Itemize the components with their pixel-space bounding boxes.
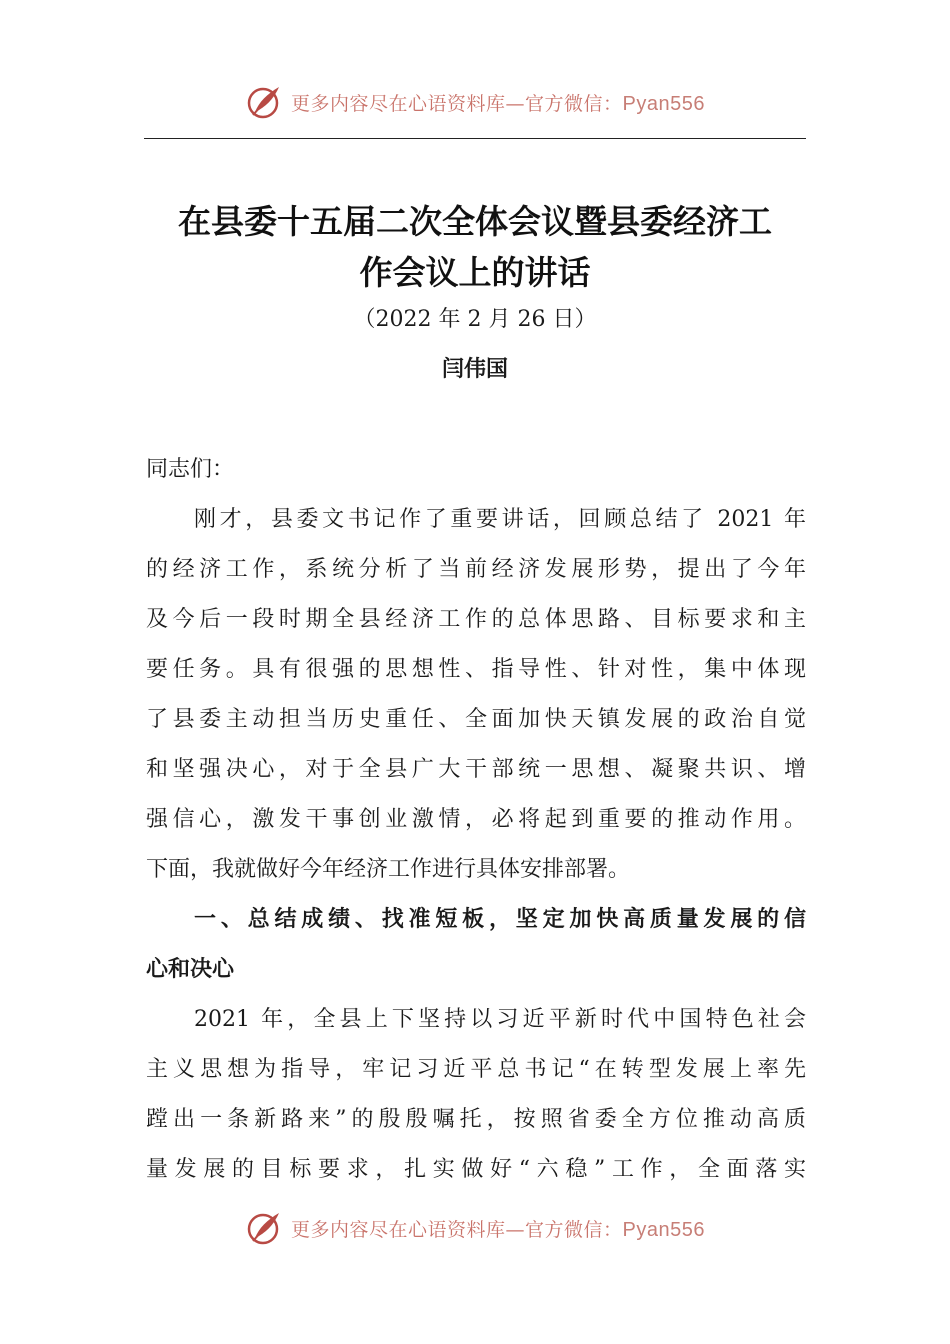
author-name: 闫伟国 bbox=[441, 357, 508, 382]
body-line: 和坚强决心，对于全县广大干部统一思想、凝聚共识、增 bbox=[146, 757, 806, 782]
body-line: 蹚出一条新路来”的殷殷嘱托，按照省委全方位推动高质 bbox=[146, 1107, 806, 1132]
body-line: 强信心，激发干事创业激情，必将起到重要的推动作用。 bbox=[146, 807, 806, 832]
section-heading-line: 一、总结成绩、找准短板，坚定加快高质量发展的信 bbox=[194, 907, 806, 932]
body-line: 量发展的目标要求，扎实做好“六稳”工作，全面落实 bbox=[146, 1157, 806, 1182]
section-heading-line: 心和决心 bbox=[146, 957, 235, 982]
body-line: 的经济工作，系统分析了当前经济发展形势，提出了今年 bbox=[146, 557, 806, 582]
body-line: 要任务。具有很强的思想性、指导性、针对性，集中体现 bbox=[146, 657, 806, 682]
banner-text: 更多内容尽在心语资料库—官方微信：Pyan556 bbox=[291, 92, 705, 115]
document-title bbox=[150, 196, 800, 298]
quill-logo-icon bbox=[245, 1208, 285, 1248]
body-line: 及今后一段时期全县经济工作的总体思路、目标要求和主 bbox=[146, 607, 806, 632]
salutation: 同志们： bbox=[146, 457, 235, 482]
body-line: 刚才，县委文书记作了重要讲话，回顾总结了 2021 年 bbox=[194, 507, 806, 532]
wechat-id: Pyan556 bbox=[622, 92, 705, 115]
header-rule bbox=[144, 138, 806, 139]
wechat-id: Pyan556 bbox=[622, 1218, 705, 1241]
body-line: 主义思想为指导，牢记习近平总书记“在转型发展上率先 bbox=[146, 1057, 806, 1082]
header-banner bbox=[0, 82, 950, 122]
title-line-1: 在县委十五届二次全体会议暨县委经济工 bbox=[178, 202, 772, 241]
banner-text: 更多内容尽在心语资料库—官方微信：Pyan556 bbox=[291, 1218, 705, 1241]
body-line: 了县委主动担当历史重任、全面加快天镇发展的政治自觉 bbox=[146, 707, 806, 732]
document-date: （2022 年 2 月 26 日） bbox=[353, 307, 597, 332]
document-body bbox=[146, 450, 806, 1200]
title-line-2: 作会议上的讲话 bbox=[359, 253, 591, 292]
footer-banner bbox=[0, 1208, 950, 1248]
body-line: 2021 年，全县上下坚持以习近平新时代中国特色社会 bbox=[194, 1007, 806, 1032]
quill-logo-icon bbox=[245, 82, 285, 122]
body-line: 下面，我就做好今年经济工作进行具体安排部署。 bbox=[146, 857, 631, 882]
